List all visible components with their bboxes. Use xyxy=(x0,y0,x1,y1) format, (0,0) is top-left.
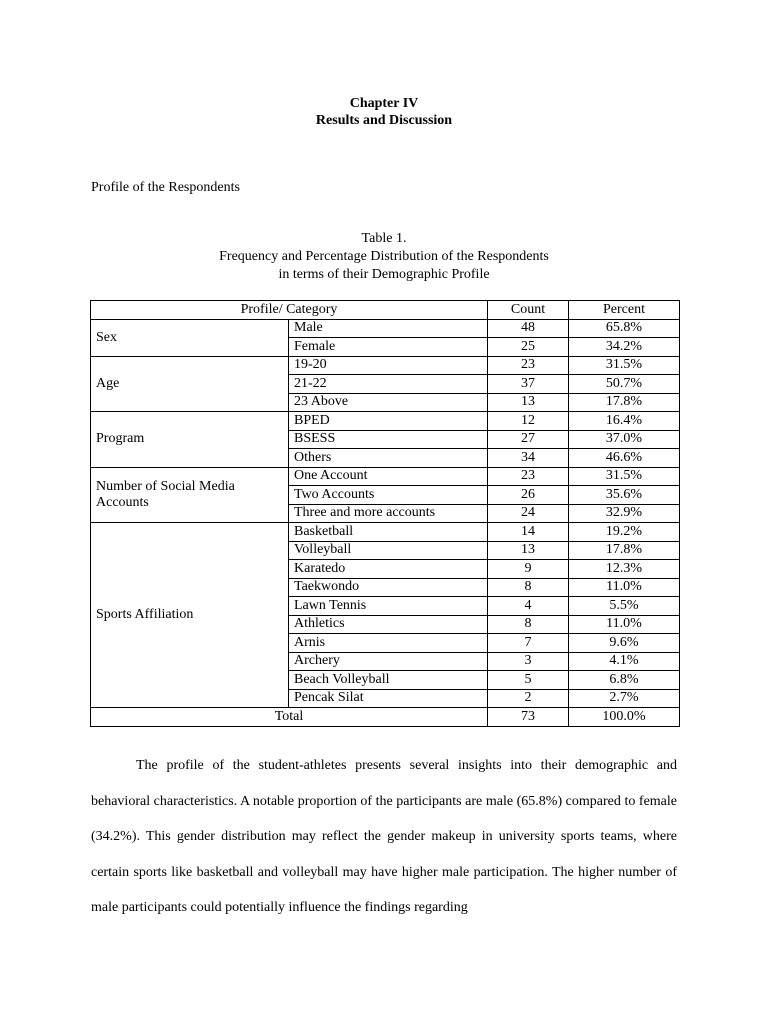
percent-cell: 2.7% xyxy=(569,689,680,708)
percent-cell: 17.8% xyxy=(569,541,680,560)
percent-cell: 11.0% xyxy=(569,578,680,597)
header-percent: Percent xyxy=(569,301,680,320)
count-cell: 34 xyxy=(488,449,569,468)
percent-cell: 16.4% xyxy=(569,412,680,431)
percent-cell: 17.8% xyxy=(569,393,680,412)
category-cell: 23 Above xyxy=(289,393,488,412)
category-cell: Arnis xyxy=(289,634,488,653)
percent-cell: 6.8% xyxy=(569,671,680,690)
category-cell: Taekwondo xyxy=(289,578,488,597)
header-count: Count xyxy=(488,301,569,320)
percent-cell: 4.1% xyxy=(569,652,680,671)
table-caption-line-2: in terms of their Demographic Profile xyxy=(278,267,490,282)
percent-cell: 50.7% xyxy=(569,375,680,394)
count-cell: 2 xyxy=(488,689,569,708)
count-cell: 37 xyxy=(488,375,569,394)
percent-cell: 32.9% xyxy=(569,504,680,523)
category-cell: Basketball xyxy=(289,523,488,542)
category-cell: Volleyball xyxy=(289,541,488,560)
category-cell: Pencak Silat xyxy=(289,689,488,708)
table-row xyxy=(91,412,680,431)
percent-cell: 46.6% xyxy=(569,449,680,468)
category-cell: Two Accounts xyxy=(289,486,488,505)
percent-cell: 9.6% xyxy=(569,634,680,653)
category-cell: Lawn Tennis xyxy=(289,597,488,616)
percent-cell: 11.0% xyxy=(569,615,680,634)
percent-cell: 19.2% xyxy=(569,523,680,542)
demographic-profile-table xyxy=(90,300,680,727)
group-label: Sex xyxy=(91,319,289,356)
category-cell: One Account xyxy=(289,467,488,486)
group-label: Sports Affiliation xyxy=(91,523,289,708)
table-row xyxy=(91,356,680,375)
table-total-row xyxy=(91,708,680,727)
count-cell: 3 xyxy=(488,652,569,671)
count-cell: 23 xyxy=(488,356,569,375)
discussion-paragraph: The profile of the student-athletes presents several insights into their demographic and behavioral characteristics. A notable proportion of the participants are male (65.8%) compared to female (34.2%). This gender distribution may reflect the gender makeup in university sports teams, where certain sports like basketball and volleyball may have higher male participation. The higher number of male participants could potentially influence the findings regarding xyxy=(91,758,677,915)
header-profile-category: Profile/ Category xyxy=(91,301,488,320)
count-cell: 24 xyxy=(488,504,569,523)
total-label: Total xyxy=(91,708,488,727)
percent-cell: 34.2% xyxy=(569,338,680,357)
count-cell: 27 xyxy=(488,430,569,449)
total-count: 73 xyxy=(488,708,569,727)
section-heading: Profile of the Respondents xyxy=(91,180,240,195)
count-cell: 14 xyxy=(488,523,569,542)
percent-cell: 65.8% xyxy=(569,319,680,338)
group-label: Number of Social Media Accounts xyxy=(91,467,289,523)
count-cell: 25 xyxy=(488,338,569,357)
category-cell: Beach Volleyball xyxy=(289,671,488,690)
percent-cell: 12.3% xyxy=(569,560,680,579)
count-cell: 48 xyxy=(488,319,569,338)
table-header-row xyxy=(91,301,680,320)
category-cell: BSESS xyxy=(289,430,488,449)
count-cell: 5 xyxy=(488,671,569,690)
category-cell: Female xyxy=(289,338,488,357)
table-body xyxy=(91,319,680,708)
category-cell: 19-20 xyxy=(289,356,488,375)
chapter-title: Results and Discussion xyxy=(315,113,453,128)
table-row xyxy=(91,319,680,338)
percent-cell: 35.6% xyxy=(569,486,680,505)
count-cell: 23 xyxy=(488,467,569,486)
category-cell: Others xyxy=(289,449,488,468)
chapter-number: Chapter IV xyxy=(349,96,419,111)
category-cell: BPED xyxy=(289,412,488,431)
table-label: Table 1. xyxy=(361,231,407,246)
total-percent: 100.0% xyxy=(569,708,680,727)
percent-cell: 31.5% xyxy=(569,467,680,486)
count-cell: 4 xyxy=(488,597,569,616)
group-label: Program xyxy=(91,412,289,468)
category-cell: Athletics xyxy=(289,615,488,634)
percent-cell: 5.5% xyxy=(569,597,680,616)
category-cell: Three and more accounts xyxy=(289,504,488,523)
count-cell: 8 xyxy=(488,615,569,634)
count-cell: 26 xyxy=(488,486,569,505)
count-cell: 7 xyxy=(488,634,569,653)
table-row xyxy=(91,523,680,542)
table-row xyxy=(91,467,680,486)
count-cell: 13 xyxy=(488,393,569,412)
category-cell: Karatedo xyxy=(289,560,488,579)
group-label: Age xyxy=(91,356,289,412)
category-cell: 21-22 xyxy=(289,375,488,394)
category-cell: Archery xyxy=(289,652,488,671)
category-cell: Male xyxy=(289,319,488,338)
percent-cell: 31.5% xyxy=(569,356,680,375)
table-caption-line-1: Frequency and Percentage Distribution of the Respondents xyxy=(219,249,549,264)
percent-cell: 37.0% xyxy=(569,430,680,449)
count-cell: 9 xyxy=(488,560,569,579)
count-cell: 13 xyxy=(488,541,569,560)
count-cell: 12 xyxy=(488,412,569,431)
count-cell: 8 xyxy=(488,578,569,597)
